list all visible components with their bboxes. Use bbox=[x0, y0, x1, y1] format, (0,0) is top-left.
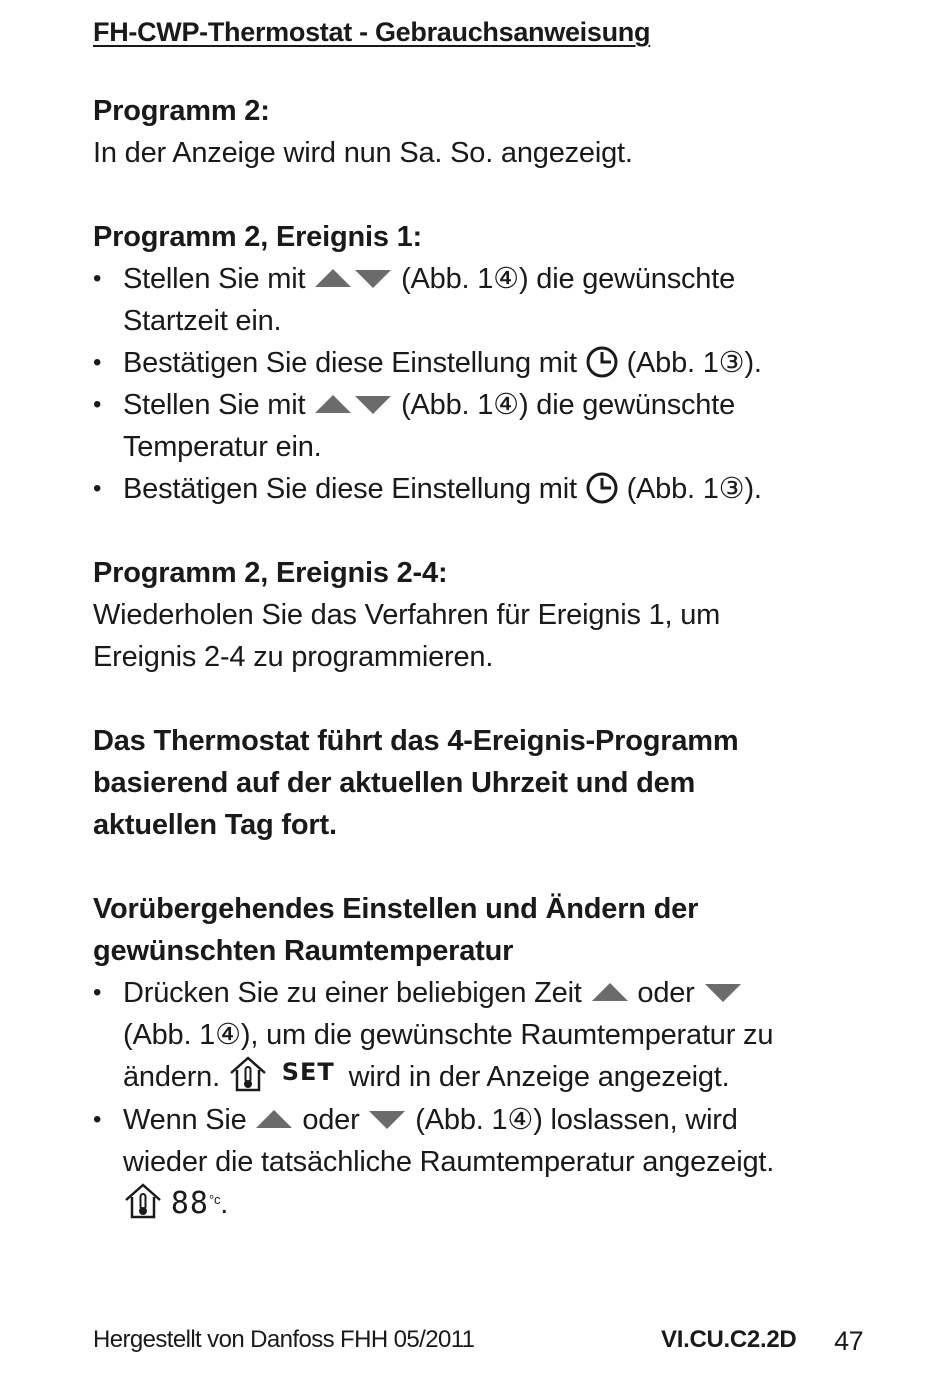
bullet-text: (Abb. 1④) die gewünschte bbox=[401, 263, 736, 295]
section-programm-2 bbox=[93, 90, 883, 174]
bullet-text: wieder die tatsächliche Raumtemperatur angezeigt. bbox=[123, 1146, 775, 1178]
up-arrow-icon bbox=[315, 269, 351, 287]
down-arrow-icon bbox=[705, 984, 741, 1002]
house-thermometer-icon bbox=[228, 1054, 268, 1094]
bullet-text: Wenn Sie bbox=[123, 1104, 247, 1136]
segment-digits: 88 bbox=[170, 1186, 209, 1221]
page-footer bbox=[93, 1326, 863, 1362]
list-item bbox=[93, 1099, 883, 1225]
bullet-text: oder bbox=[637, 977, 695, 1009]
section-ereignis-2-4 bbox=[93, 552, 883, 678]
bullet-text: (Abb. 1④) die gewünschte bbox=[401, 389, 736, 421]
up-arrow-icon bbox=[315, 395, 351, 413]
bullet-text: Drücken Sie zu einer beliebigen Zeit bbox=[123, 977, 582, 1009]
heading-ereignis-1: Programm 2, Ereignis 1: bbox=[93, 221, 423, 253]
clock-icon bbox=[585, 471, 619, 505]
bullet-text: Stellen Sie mit bbox=[123, 389, 306, 421]
text-programm-2: In der Anzeige wird nun Sa. So. angezeigt. bbox=[93, 137, 633, 169]
text-line: Ereignis 2-4 zu programmieren. bbox=[93, 641, 494, 673]
degree-unit: °c bbox=[208, 1192, 221, 1207]
list-ereignis-1 bbox=[93, 258, 883, 510]
heading-ereignis-2-4: Programm 2, Ereignis 2-4: bbox=[93, 557, 448, 589]
note-line: aktuellen Tag fort. bbox=[93, 809, 337, 841]
page-number: 47 bbox=[834, 1326, 863, 1356]
bullet-text: Bestätigen Sie diese Einstellung mit bbox=[123, 347, 577, 379]
bullet-text: Temperatur ein. bbox=[123, 431, 322, 463]
bullet-text: (Abb. 1③). bbox=[626, 347, 762, 379]
bullet-text: (Abb. 1④), um die gewünschte Raumtemperatur zu bbox=[123, 1019, 774, 1051]
bullet-text: wird in der Anzeige angezeigt. bbox=[348, 1061, 730, 1093]
list-item bbox=[93, 342, 883, 384]
page bbox=[93, 14, 883, 1225]
down-arrow-icon bbox=[355, 396, 391, 414]
clock-icon bbox=[585, 345, 619, 379]
section-ereignis-1 bbox=[93, 216, 883, 510]
bullet-text: oder bbox=[302, 1104, 360, 1136]
down-arrow-icon bbox=[355, 270, 391, 288]
heading-temp-change: Vorübergehendes Einstellen und Ändern der bbox=[93, 893, 699, 925]
set-indicator: SET bbox=[281, 1058, 335, 1086]
bullet-text: Startzeit ein. bbox=[123, 305, 282, 337]
up-arrow-icon bbox=[256, 1110, 292, 1128]
bullet-text: Bestätigen Sie diese Einstellung mit bbox=[123, 473, 577, 505]
list-item bbox=[93, 384, 883, 468]
up-arrow-icon bbox=[592, 983, 628, 1001]
note-line: basierend auf der aktuellen Uhrzeit und dem bbox=[93, 767, 696, 799]
bullet-text: . bbox=[220, 1188, 229, 1220]
page-title: FH-CWP-Thermostat - Gebrauchsanweisung bbox=[93, 17, 651, 47]
down-arrow-icon bbox=[369, 1111, 405, 1129]
note-line: Das Thermostat führt das 4-Ereignis-Programm bbox=[93, 725, 739, 757]
list-temp-change bbox=[93, 972, 883, 1225]
heading-temp-change-2: gewünschten Raumtemperatur bbox=[93, 935, 514, 967]
list-item bbox=[93, 258, 883, 342]
footer-manufacturer: Hergestellt von Danfoss FHH 05/2011 bbox=[93, 1326, 475, 1353]
bullet-text: Stellen Sie mit bbox=[123, 263, 306, 295]
house-thermometer-icon bbox=[123, 1181, 163, 1221]
bullet-text: (Abb. 1④) loslassen, wird bbox=[415, 1104, 738, 1136]
list-item bbox=[93, 468, 883, 510]
bullet-text: ändern. bbox=[123, 1061, 220, 1093]
section-note bbox=[93, 720, 883, 846]
list-item bbox=[93, 972, 883, 1099]
footer-doc-code: VI.CU.C2.2D bbox=[661, 1326, 797, 1353]
text-line: Wiederholen Sie das Verfahren für Ereignis 1, um bbox=[93, 599, 721, 631]
heading-programm-2: Programm 2: bbox=[93, 95, 270, 127]
section-temp-change bbox=[93, 888, 883, 1225]
bullet-text: (Abb. 1③). bbox=[626, 473, 762, 505]
